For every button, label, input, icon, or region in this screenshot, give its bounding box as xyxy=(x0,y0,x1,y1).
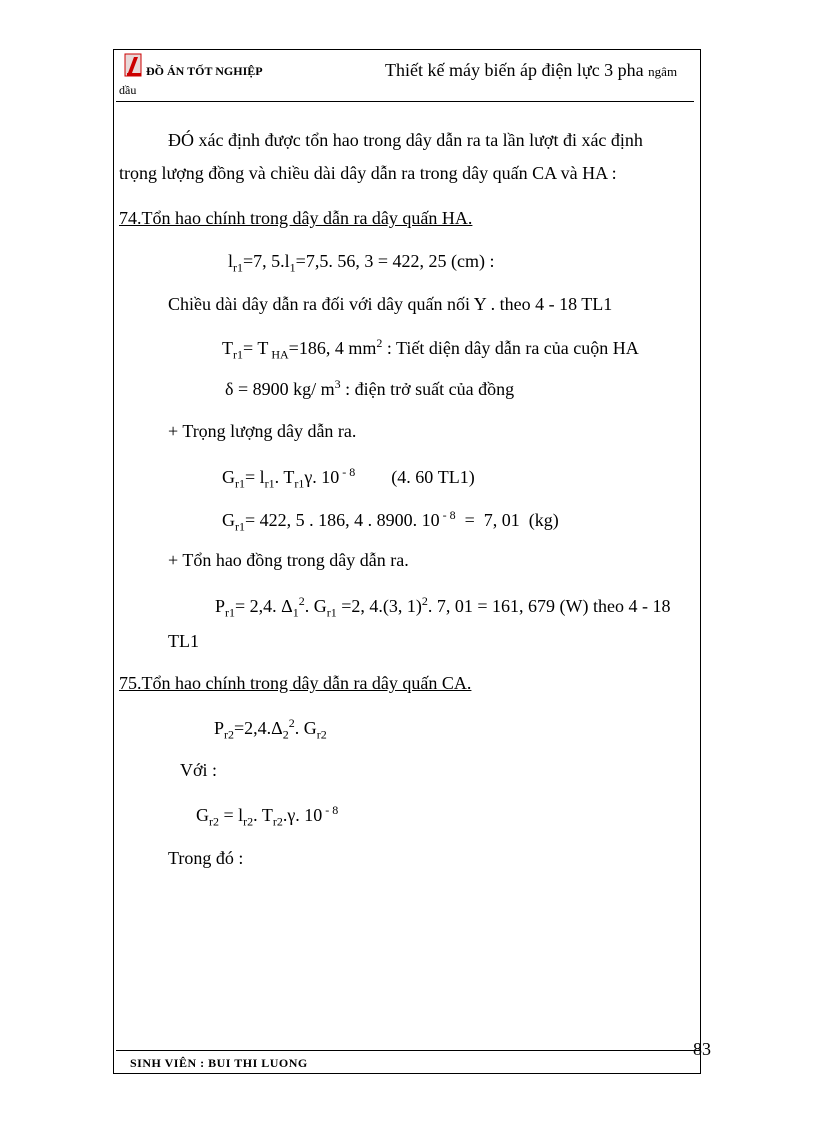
equation-pr1-continuation: TL1 xyxy=(168,631,199,651)
header-left-title: ĐỒ ÁN TỐT NGHIỆP xyxy=(146,64,263,78)
page-number: 83 xyxy=(693,1039,711,1059)
where-label: Trong đó : xyxy=(168,848,244,868)
equation-pr1: $P_{r1}= 2,4$. $\Delta_1^2$. $G_{r1} =2$, 4.(3, 1)$^2$. 7, 01 = 161, 679 (W) theo 4 - 18 xyxy=(215,594,671,620)
intro-line-2: trọng lượng đồng và chiều dài dây dẫn ra trong dây quấn CA và HA : xyxy=(119,163,617,183)
header-right-title: Thiết kế máy biến áp điện lực 3 pha ngâm xyxy=(385,60,678,80)
note-lead-length: Chiều dài dây dẫn ra đối với dây quấn nối Y . theo 4 - 18 TL1 xyxy=(168,294,613,314)
logo-icon xyxy=(124,53,144,79)
weight-title: + Trọng lượng dây dẫn ra. xyxy=(168,421,357,441)
equation-gr1-formula: $G_{r1}= l_{r1}$. $T_{r1}\gamma$. 10 $^{- 8}$ (4. 60 TL1) xyxy=(222,465,475,491)
footer-student-name: SINH VIÊN : BUI THI LUONG xyxy=(130,1056,308,1070)
equation-pr2: $P_{r2}=2,4.\Delta_2^2$. $G_{r2}$ xyxy=(214,716,327,742)
intro-line-1: ĐÓ xác định được tổn hao trong dây dẫn ra ta lần lượt đi xác định xyxy=(168,130,643,150)
with-label: Với : xyxy=(180,760,218,780)
section-74-title: 74.Tổn hao chính trong dây dẫn ra dây quấn HA. xyxy=(119,208,473,228)
equation-tr1: $T_{r1}= T$ $_{HA}$=186, 4 $mm^2$ : Tiết diện dây dẫn ra của cuộn HA xyxy=(222,336,639,362)
header-continuation: dầu xyxy=(119,83,137,97)
equation-delta: δ = 8900 kg/ $m^3$ : điện trở suất của đồng xyxy=(225,377,515,399)
header-rule xyxy=(116,101,694,102)
equation-gr2: $G_{r2} = l_{r2}$. $T_{r2}.\gamma$. 10 $^{- 8}$ xyxy=(196,803,339,829)
loss-title: + Tổn hao đồng trong dây dẫn ra. xyxy=(168,550,409,570)
equation-gr1-value: $G_{r1}= 422$, 5 . 186, 4 . 8900. 10 $^{- 8}$ = 7, 01 (kg) xyxy=(222,508,559,534)
equation-lr1: $l_{r1}=7$, $5.l_1=7,5$. 56, 3 = 422, 25 (cm) : xyxy=(228,251,495,275)
footer-rule xyxy=(116,1050,700,1051)
section-75-title: 75.Tổn hao chính trong dây dẫn ra dây quấn CA. xyxy=(119,673,472,693)
